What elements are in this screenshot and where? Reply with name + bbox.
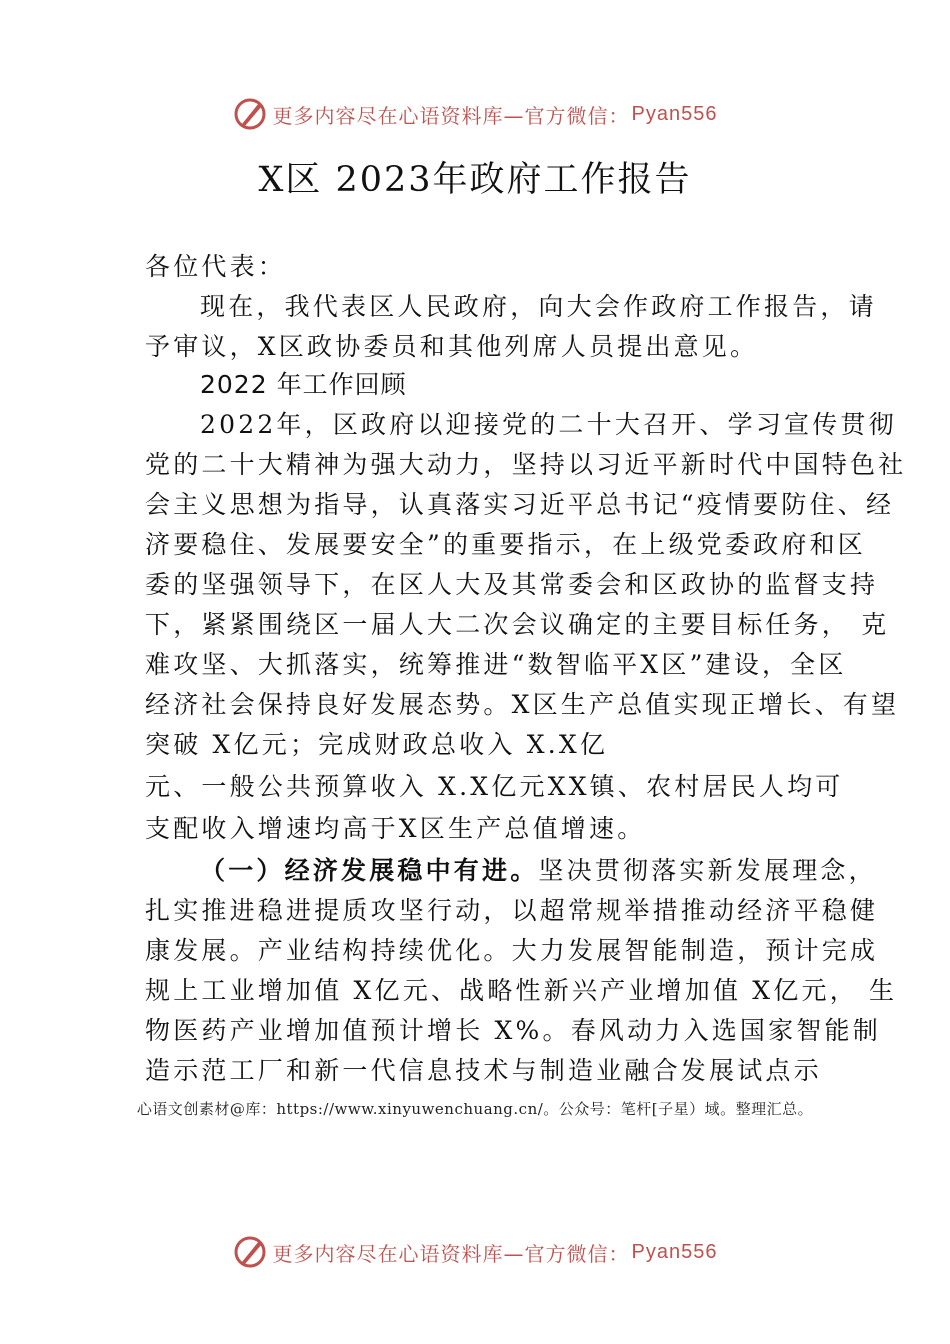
paragraph-line bbox=[200, 856, 877, 886]
paragraph-line: 元、一般公共预算收入 X.X亿元XX镇、农村居民人均可 bbox=[145, 772, 844, 801]
paragraph-line: 下，紧紧围绕区一届人大二次会议确定的主要目标任务， 克 bbox=[145, 610, 890, 639]
paragraph-text: 坚决贯彻落实新发展理念， bbox=[538, 856, 877, 885]
watermark-banner-bottom bbox=[0, 1230, 950, 1274]
subsection-heading: （一）经济发展稳中有进。 bbox=[200, 856, 539, 885]
paragraph-line: 难攻坚、大抓落实，统筹推进“数智临平X区”建设，全区 bbox=[145, 650, 847, 679]
paragraph-line: 现在，我代表区人民政府，向大会作政府工作报告，请 bbox=[200, 292, 877, 321]
watermark-contact: Pyan556 bbox=[631, 1240, 718, 1263]
paragraph-line: 2022年，区政府以迎接党的二十大召开、学习宣传贯彻 bbox=[200, 410, 897, 439]
paragraph-line: 经济社会保持良好发展态势。X区生产总值实现正增长、有望 bbox=[145, 690, 900, 719]
paragraph-line: 支配收入增速均高于X区生产总值增速。 bbox=[145, 814, 646, 843]
watermark-contact: Pyan556 bbox=[631, 102, 718, 125]
paragraph-line: 党的二十大精神为强大动力，坚持以习近平新时代中国特色社 bbox=[145, 450, 907, 479]
paragraph-line: 物医药产业增加值预计增长 X%。春风动力入选国家智能制 bbox=[145, 1016, 881, 1045]
watermark-banner-top bbox=[0, 92, 950, 136]
paragraph-line: 突破 X亿元；完成财政总收入 X.X亿 bbox=[145, 730, 609, 759]
pen-circle-logo-icon bbox=[233, 97, 267, 131]
paragraph-line: 造示范工厂和新一代信息技术与制造业融合发展试点示 bbox=[145, 1056, 822, 1085]
paragraph-line: 委的坚强领导下，在区人大及其常委会和区政协的监督支持 bbox=[145, 570, 879, 599]
paragraph-line: 济要稳住、发展要安全”的重要指示，在上级党委政府和区 bbox=[145, 530, 866, 559]
paragraph-line: 康发展。产业结构持续优化。大力发展智能制造，预计完成 bbox=[145, 936, 879, 965]
paragraph-line: 予审议，X区政协委员和其他列席人员提出意见。 bbox=[145, 332, 759, 361]
paragraph-line: 会主义思想为指导，认真落实习近平总书记“疫情要防住、经 bbox=[145, 490, 895, 519]
watermark-text: 更多内容尽在心语资料库—官方微信： bbox=[272, 1241, 630, 1266]
paragraph-line: 扎实推进稳进提质攻坚行动，以超常规举措推动经济平稳健 bbox=[145, 896, 879, 925]
paragraph-line: 规上工业增加值 X亿元、战略性新兴产业增加值 X亿元， 生 bbox=[145, 976, 898, 1005]
footer-source-note: 心语文创素材@库：https://www.xinyuwenchuang.cn/。公众号：笔杆[子星）域。整理汇总。 bbox=[136, 1100, 814, 1118]
watermark-text: 更多内容尽在心语资料库—官方微信： bbox=[272, 103, 630, 128]
salutation: 各位代表： bbox=[145, 252, 287, 281]
section-heading: 2022 年工作回顾 bbox=[200, 370, 407, 399]
document-title: X区 2023年政府工作报告 bbox=[258, 160, 692, 200]
pen-circle-logo-icon bbox=[233, 1235, 267, 1269]
